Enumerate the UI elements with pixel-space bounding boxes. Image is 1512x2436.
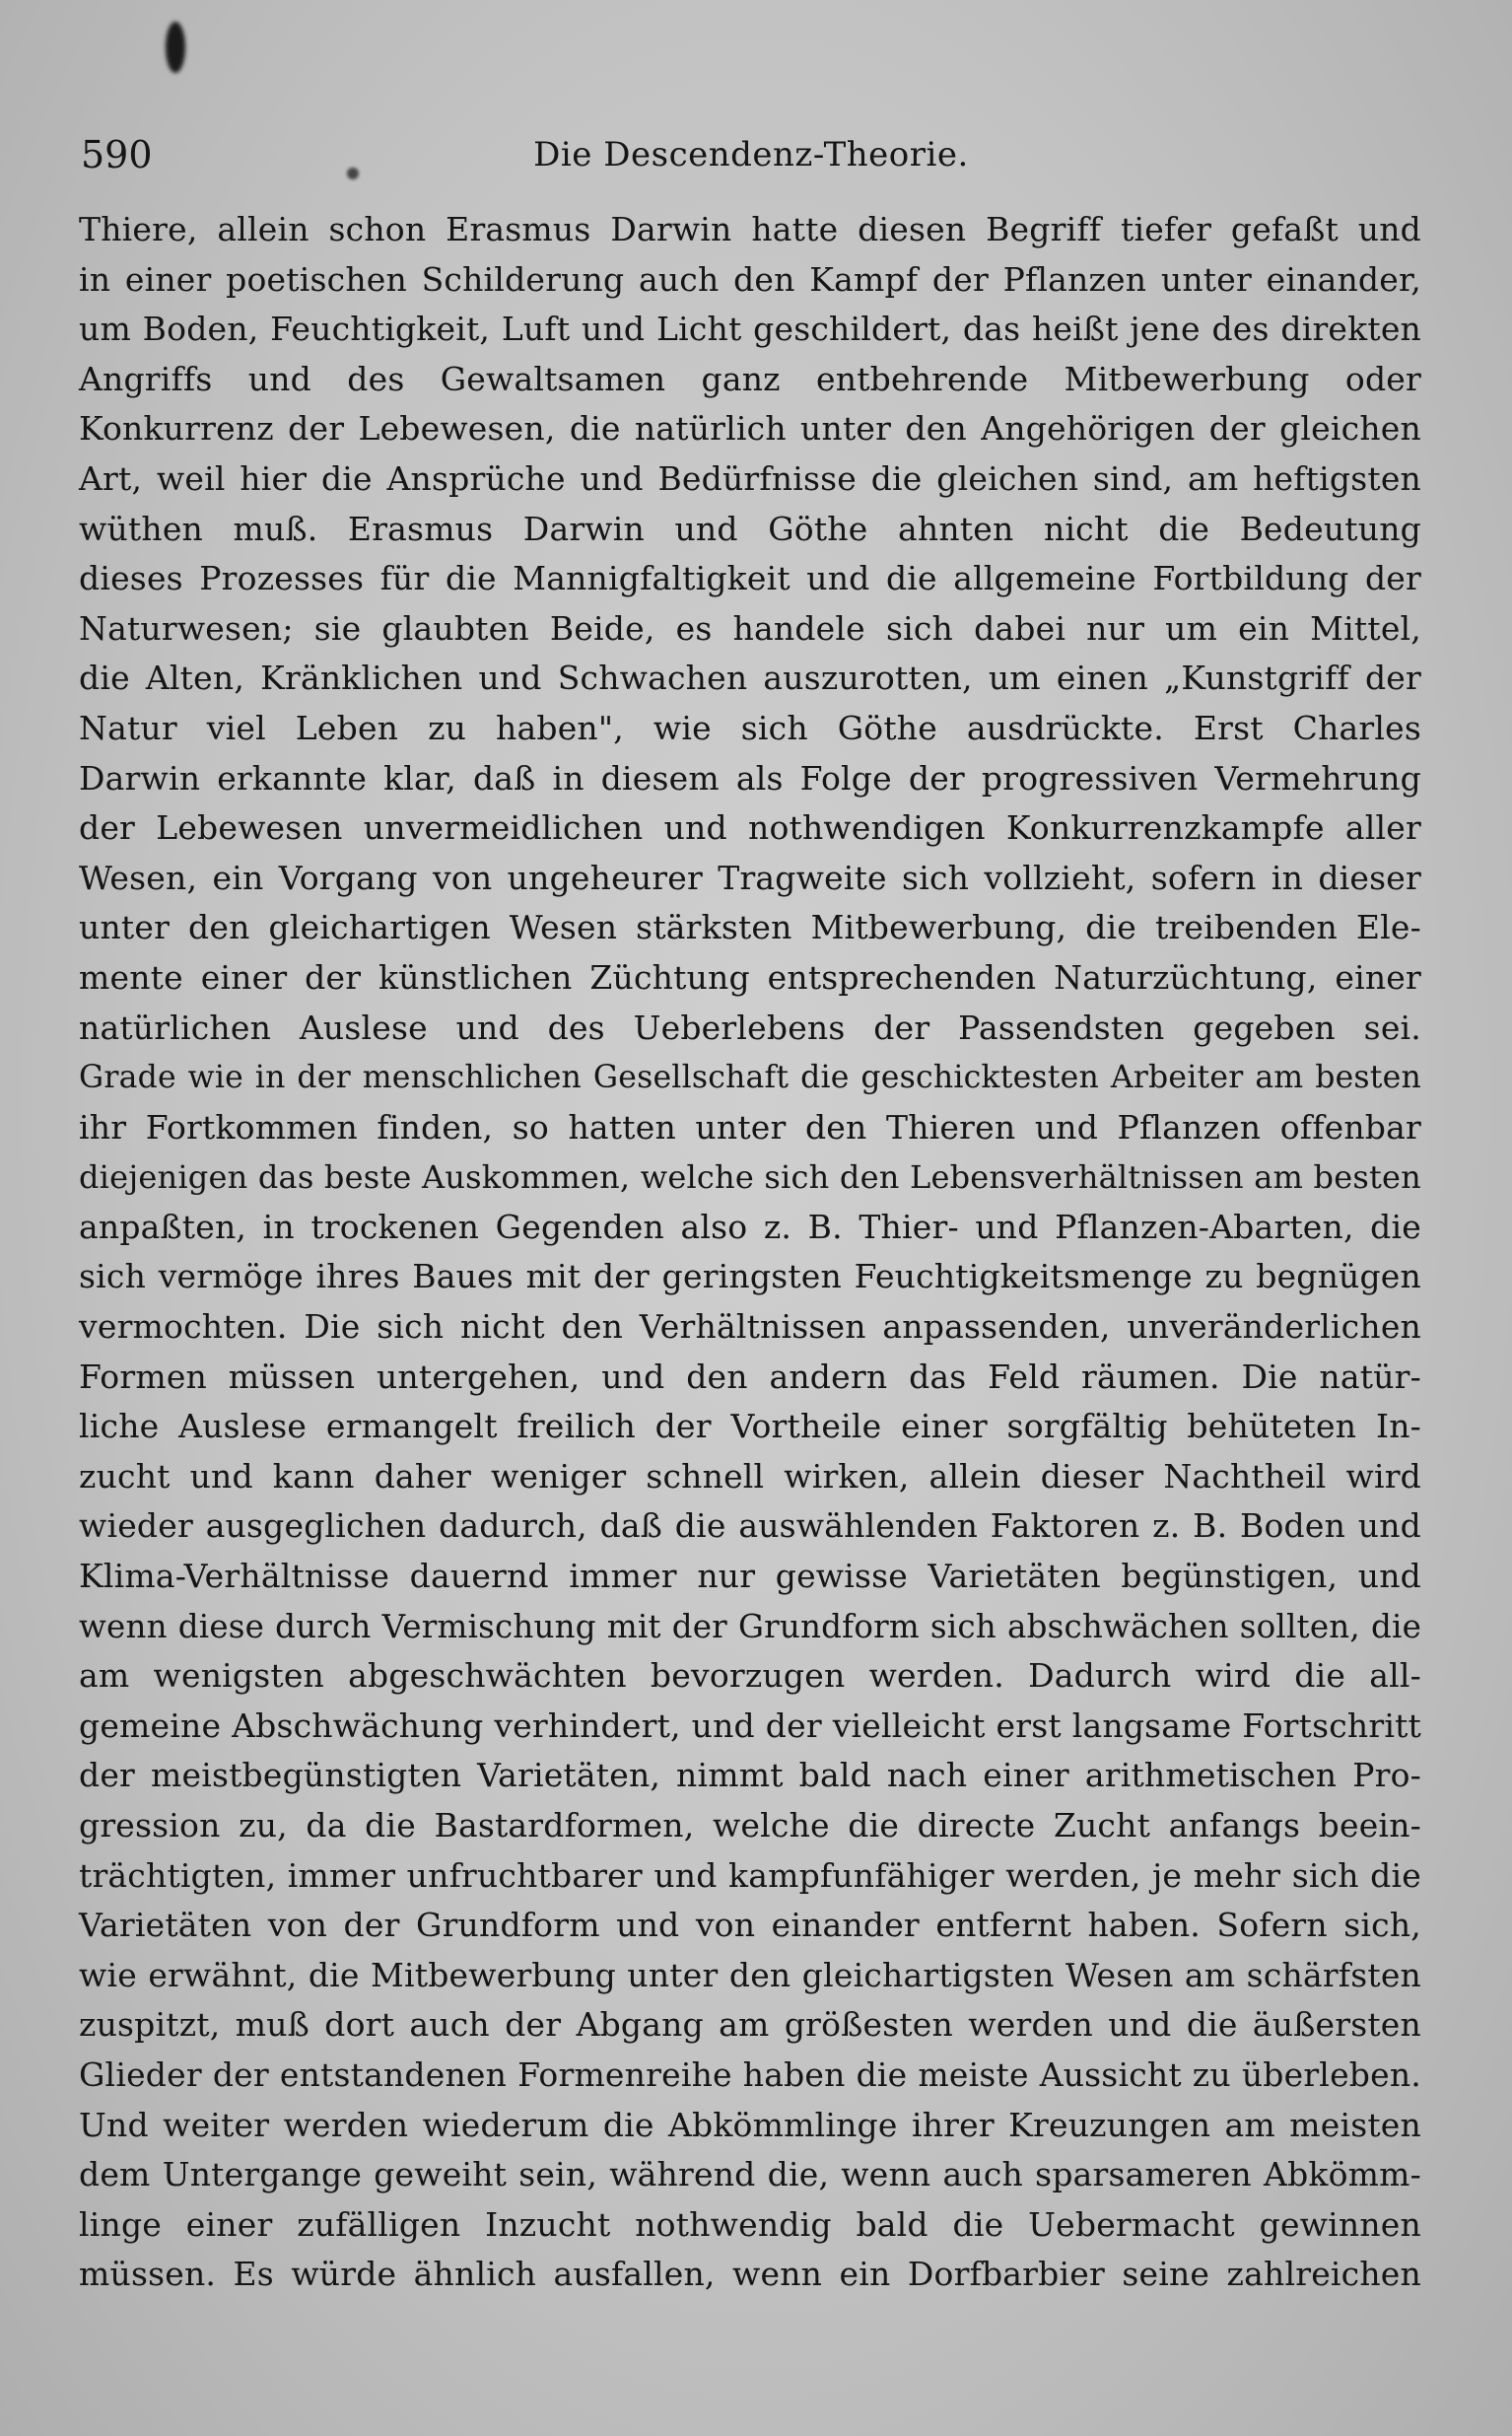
text-line: zuspitzt, muß dort auch der Abgang am größesten werden und die äußersten xyxy=(79,2005,1421,2045)
text-line: dem Untergange geweiht sein, während die, wenn auch sparsameren Abkömm- xyxy=(79,2155,1421,2194)
text-line: Und weiter werden wiederum die Abkömmlinge ihrer Kreuzungen am meisten xyxy=(79,2105,1421,2144)
text-line: Art, weil hier die Ansprüche und Bedürfnisse die gleichen sind, am heftigsten xyxy=(79,458,1421,498)
text-line: Natur viel Leben zu haben", wie sich Göthe ausdrückte. Erst Charles xyxy=(79,708,1421,747)
text-line: müssen. Es würde ähnlich ausfallen, wenn ein Dorfbarbier seine zahlreichen xyxy=(79,2255,1421,2294)
text-line: mente einer der künstlichen Züchtung entsprechenden Naturzüchtung, einer xyxy=(79,957,1421,997)
text-line: Angriffs und des Gewaltsamen ganz entbehrende Mitbewerbung oder xyxy=(79,359,1421,398)
text-line: am wenigsten abgeschwächten bevorzugen werden. Dadurch wird die all- xyxy=(79,1656,1421,1696)
text-line: trächtigten, immer unfruchtbarer und kampfunfähiger werden, je mehr sich die xyxy=(79,1855,1421,1895)
text-line: zucht und kann daher weniger schnell wirken, allein dieser Nachtheil wird xyxy=(79,1456,1421,1496)
text-line: anpaßten, in trockenen Gegenden also z. B. Thier- und Pflanzen-Abarten, die xyxy=(79,1207,1421,1246)
body-text xyxy=(79,205,1421,2300)
running-head: Die Descendenz-Theorie. xyxy=(533,135,969,174)
text-line: um Boden, Feuchtigkeit, Luft und Licht geschildert, das heißt jene des direkten xyxy=(79,310,1421,349)
text-line: natürlichen Auslese und des Ueberlebens der Passendsten gegeben sei. xyxy=(79,1008,1421,1047)
text-line: Wesen, ein Vorgang von ungeheurer Tragweite sich vollzieht, sofern in dieser xyxy=(79,858,1421,897)
page-header xyxy=(81,130,1421,179)
text-line: Klima-Verhältnisse dauernd immer nur gewisse Varietäten begünstigen, und xyxy=(79,1557,1421,1596)
text-line: wieder ausgeglichen dadurch, daß die auswählenden Faktoren z. B. Boden und xyxy=(79,1506,1421,1546)
text-line: Darwin erkannte klar, daß in diesem als Folge der progressiven Vermehrung xyxy=(79,758,1421,798)
text-line: Varietäten von der Grundform und von einander entfernt haben. Sofern sich, xyxy=(79,1906,1421,1945)
text-line: Naturwesen; sie glaubten Beide, es handele sich dabei nur um ein Mittel, xyxy=(79,608,1421,648)
text-line: dieses Prozesses für die Mannigfaltigkeit und die allgemeine Fortbildung der xyxy=(79,559,1421,598)
text-line: gemeine Abschwächung verhindert, und der vielleicht erst langsame Fortschritt xyxy=(79,1705,1421,1745)
text-line: diejenigen das beste Auskommen, welche sich den Lebensverhältnissen am besten xyxy=(79,1158,1421,1197)
text-line: der meistbegünstigten Varietäten, nimmt bald nach einer arithmetischen Pro- xyxy=(79,1756,1421,1795)
text-line: Grade wie in der menschlichen Gesellschaft die geschicktesten Arbeiter am besten xyxy=(79,1060,1421,1096)
text-line: Formen müssen untergehen, und den andern das Feld räumen. Die natür- xyxy=(79,1357,1421,1396)
text-line: wüthen muß. Erasmus Darwin und Göthe ahnten nicht die Bedeutung xyxy=(79,509,1421,548)
text-line: ihr Fortkommen finden, so hatten unter den Thieren und Pflanzen offenbar xyxy=(79,1107,1421,1147)
text-line: in einer poetischen Schilderung auch den Kampf der Pflanzen unter einander, xyxy=(79,259,1421,299)
text-line: Konkurrenz der Lebewesen, die natürlich unter den Angehörigen der gleichen xyxy=(79,409,1421,449)
text-line: gression zu, da die Bastardformen, welche die directe Zucht anfangs beein- xyxy=(79,1806,1421,1844)
text-line: wie erwähnt, die Mitbewerbung unter den gleichartigsten Wesen am schärfsten xyxy=(79,1955,1421,1994)
ink-stain xyxy=(166,22,185,73)
text-line: wenn diese durch Vermischung mit der Grundform sich abschwächen sollten, die xyxy=(79,1607,1421,1645)
text-line: Thiere, allein schon Erasmus Darwin hatte diesen Begriff tiefer gefaßt und xyxy=(79,210,1421,248)
text-line: linge einer zufälligen Inzucht nothwendig bald die Uebermacht gewinnen xyxy=(79,2204,1421,2244)
text-line: unter den gleichartigen Wesen stärksten Mitbewerbung, die treibenden Ele- xyxy=(79,908,1421,947)
text-line: der Lebewesen unvermeidlichen und nothwendigen Konkurrenzkampfe aller xyxy=(79,808,1421,848)
text-line: liche Auslese ermangelt freilich der Vortheile einer sorgfältig behüteten In- xyxy=(79,1407,1421,1446)
text-line: die Alten, Kränklichen und Schwachen auszurotten, um einen „Kunstgriff der xyxy=(79,659,1421,698)
page-number: 590 xyxy=(81,133,153,176)
text-line: vermochten. Die sich nicht den Verhältnissen anpassenden, unveränderlichen xyxy=(79,1307,1421,1347)
text-line: Glieder der entstandenen Formenreihe haben die meiste Aussicht zu überleben. xyxy=(79,2054,1421,2094)
text-line: sich vermöge ihres Baues mit der geringsten Feuchtigkeitsmenge zu begnügen xyxy=(79,1257,1421,1296)
